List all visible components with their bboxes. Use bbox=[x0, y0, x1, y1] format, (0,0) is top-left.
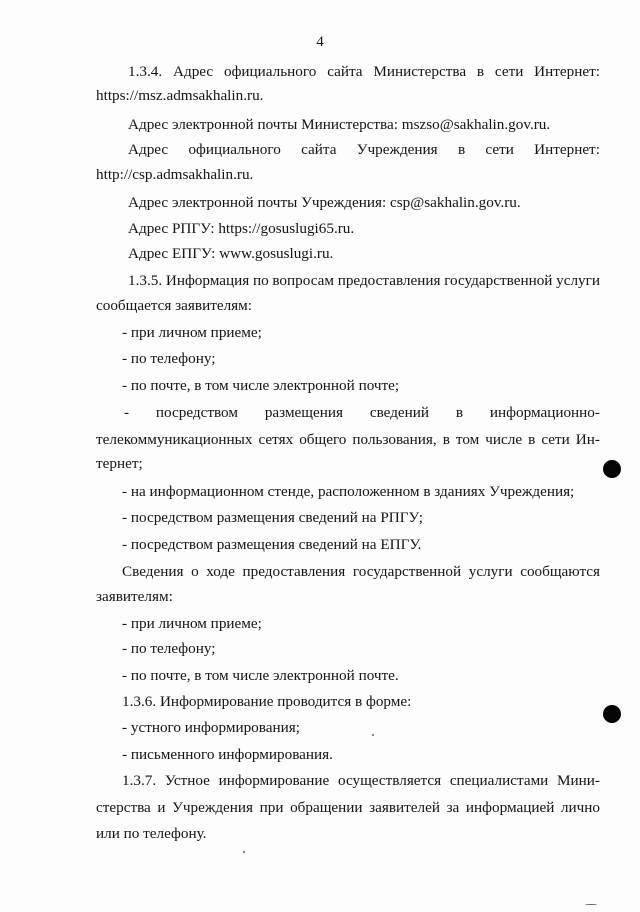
word: Ин- bbox=[575, 431, 600, 448]
line-2: https://msz.admsakhalin.ru. bbox=[96, 87, 264, 104]
word: посредством bbox=[155, 404, 238, 421]
word: том bbox=[455, 431, 480, 448]
word: в bbox=[455, 404, 464, 421]
line-27: - письменного информирования. bbox=[122, 746, 333, 763]
word: Интернет: bbox=[534, 63, 600, 80]
scan-speck bbox=[243, 851, 245, 853]
word: Адрес bbox=[173, 63, 214, 80]
word: Учреждения bbox=[356, 141, 438, 158]
line-30: или по телефону. bbox=[96, 825, 207, 842]
word: Министерства bbox=[373, 63, 467, 80]
line-11: - при личном приеме; bbox=[122, 324, 262, 341]
line-14 bbox=[124, 404, 600, 422]
line-9 bbox=[128, 272, 600, 290]
word: сети bbox=[485, 141, 514, 158]
word: в bbox=[528, 431, 536, 448]
page-number: 4 bbox=[316, 34, 324, 50]
word: и bbox=[157, 799, 166, 816]
word: телекоммуникационных bbox=[96, 431, 253, 448]
word: пользования, bbox=[352, 431, 437, 448]
line-8: Адрес ЕПГУ: www.gosuslugi.ru. bbox=[128, 245, 334, 262]
word: сайта bbox=[327, 63, 363, 80]
word: сети bbox=[541, 431, 570, 448]
line-13: - по почте, в том числе электронной почте; bbox=[122, 377, 400, 394]
scan-speck bbox=[372, 734, 374, 736]
line-10: сообщается заявителям: bbox=[96, 297, 252, 314]
word: сайта bbox=[301, 141, 337, 158]
word: сообщаются bbox=[520, 563, 600, 580]
line-4 bbox=[128, 141, 600, 159]
line-24: - по почте, в том числе электронной почте. bbox=[122, 667, 399, 684]
scan-speck bbox=[585, 904, 597, 905]
word: о bbox=[191, 563, 199, 580]
word: Мини- bbox=[557, 772, 600, 789]
word: Информация bbox=[165, 272, 250, 289]
word: в bbox=[442, 431, 450, 448]
word: за bbox=[446, 799, 460, 816]
line-5: http://csp.admsakhalin.ru. bbox=[96, 166, 254, 183]
word: заявителей bbox=[369, 799, 440, 816]
line-23: - по телефону; bbox=[122, 640, 216, 657]
line-26: - устного информирования; bbox=[122, 719, 300, 736]
word: 1.3.7. bbox=[122, 772, 157, 789]
line-19: - посредством размещения сведений на ЕПГУ. bbox=[122, 536, 422, 553]
word: обращении bbox=[290, 799, 363, 816]
word: Интернет: bbox=[534, 141, 600, 158]
punch-hole-lower bbox=[603, 705, 621, 723]
word: сети bbox=[494, 63, 524, 80]
word: информирование bbox=[218, 772, 330, 789]
line-28 bbox=[122, 772, 600, 790]
word: лично bbox=[560, 799, 600, 816]
word: Адрес bbox=[128, 141, 169, 158]
word: услуги bbox=[556, 272, 600, 289]
word: числе bbox=[485, 431, 523, 448]
word: сведений bbox=[369, 404, 430, 421]
line-6: Адрес электронной почты Учреждения: csp@sakhalin.gov.ru. bbox=[128, 194, 521, 211]
word: в bbox=[457, 141, 466, 158]
word: общего bbox=[299, 431, 347, 448]
word: информационно- bbox=[489, 404, 600, 421]
word: 1.3.4. bbox=[128, 63, 163, 80]
word: размещения bbox=[264, 404, 343, 421]
word: Учреждения bbox=[172, 799, 254, 816]
word: Сведения bbox=[122, 563, 184, 580]
word: ходе bbox=[206, 563, 235, 580]
word: предоставления bbox=[242, 563, 346, 580]
word: государственной bbox=[352, 563, 462, 580]
line-15 bbox=[96, 431, 600, 449]
word: стерства bbox=[96, 799, 151, 816]
punch-hole-upper bbox=[603, 460, 621, 478]
word: официального bbox=[188, 141, 281, 158]
line-1 bbox=[128, 63, 600, 81]
word: государственной bbox=[444, 272, 553, 289]
word: в bbox=[476, 63, 485, 80]
line-7: Адрес РПГУ: https://gosuslugi65.ru. bbox=[128, 220, 355, 237]
word: официального bbox=[223, 63, 317, 80]
word: - bbox=[124, 404, 130, 421]
line-25: 1.3.6. Информирование проводится в форме: bbox=[122, 693, 412, 710]
line-21: заявителям: bbox=[96, 588, 173, 605]
line-3: Адрес электронной почты Министерства: mszso@sakhalin.gov.ru. bbox=[128, 116, 551, 133]
word: осуществляется bbox=[337, 772, 442, 789]
line-17: - на информационном стенде, расположенном в зданиях Учреждения; bbox=[122, 483, 575, 500]
word: 1.3.5. bbox=[128, 272, 163, 289]
word: услуги bbox=[468, 563, 513, 580]
word: специалистами bbox=[449, 772, 549, 789]
word: сетях bbox=[258, 431, 294, 448]
line-16: тернет; bbox=[96, 455, 143, 472]
line-18: - посредством размещения сведений на РПГУ; bbox=[122, 509, 423, 526]
word: вопросам bbox=[272, 272, 334, 289]
word: Устное bbox=[164, 772, 210, 789]
word: при bbox=[259, 799, 284, 816]
line-20 bbox=[122, 563, 600, 581]
line-22: - при личном приеме; bbox=[122, 615, 262, 632]
word: предоставления bbox=[337, 272, 441, 289]
line-29 bbox=[96, 799, 600, 817]
word: по bbox=[252, 272, 269, 289]
word: информацией bbox=[465, 799, 555, 816]
line-12: - по телефону; bbox=[122, 350, 216, 367]
